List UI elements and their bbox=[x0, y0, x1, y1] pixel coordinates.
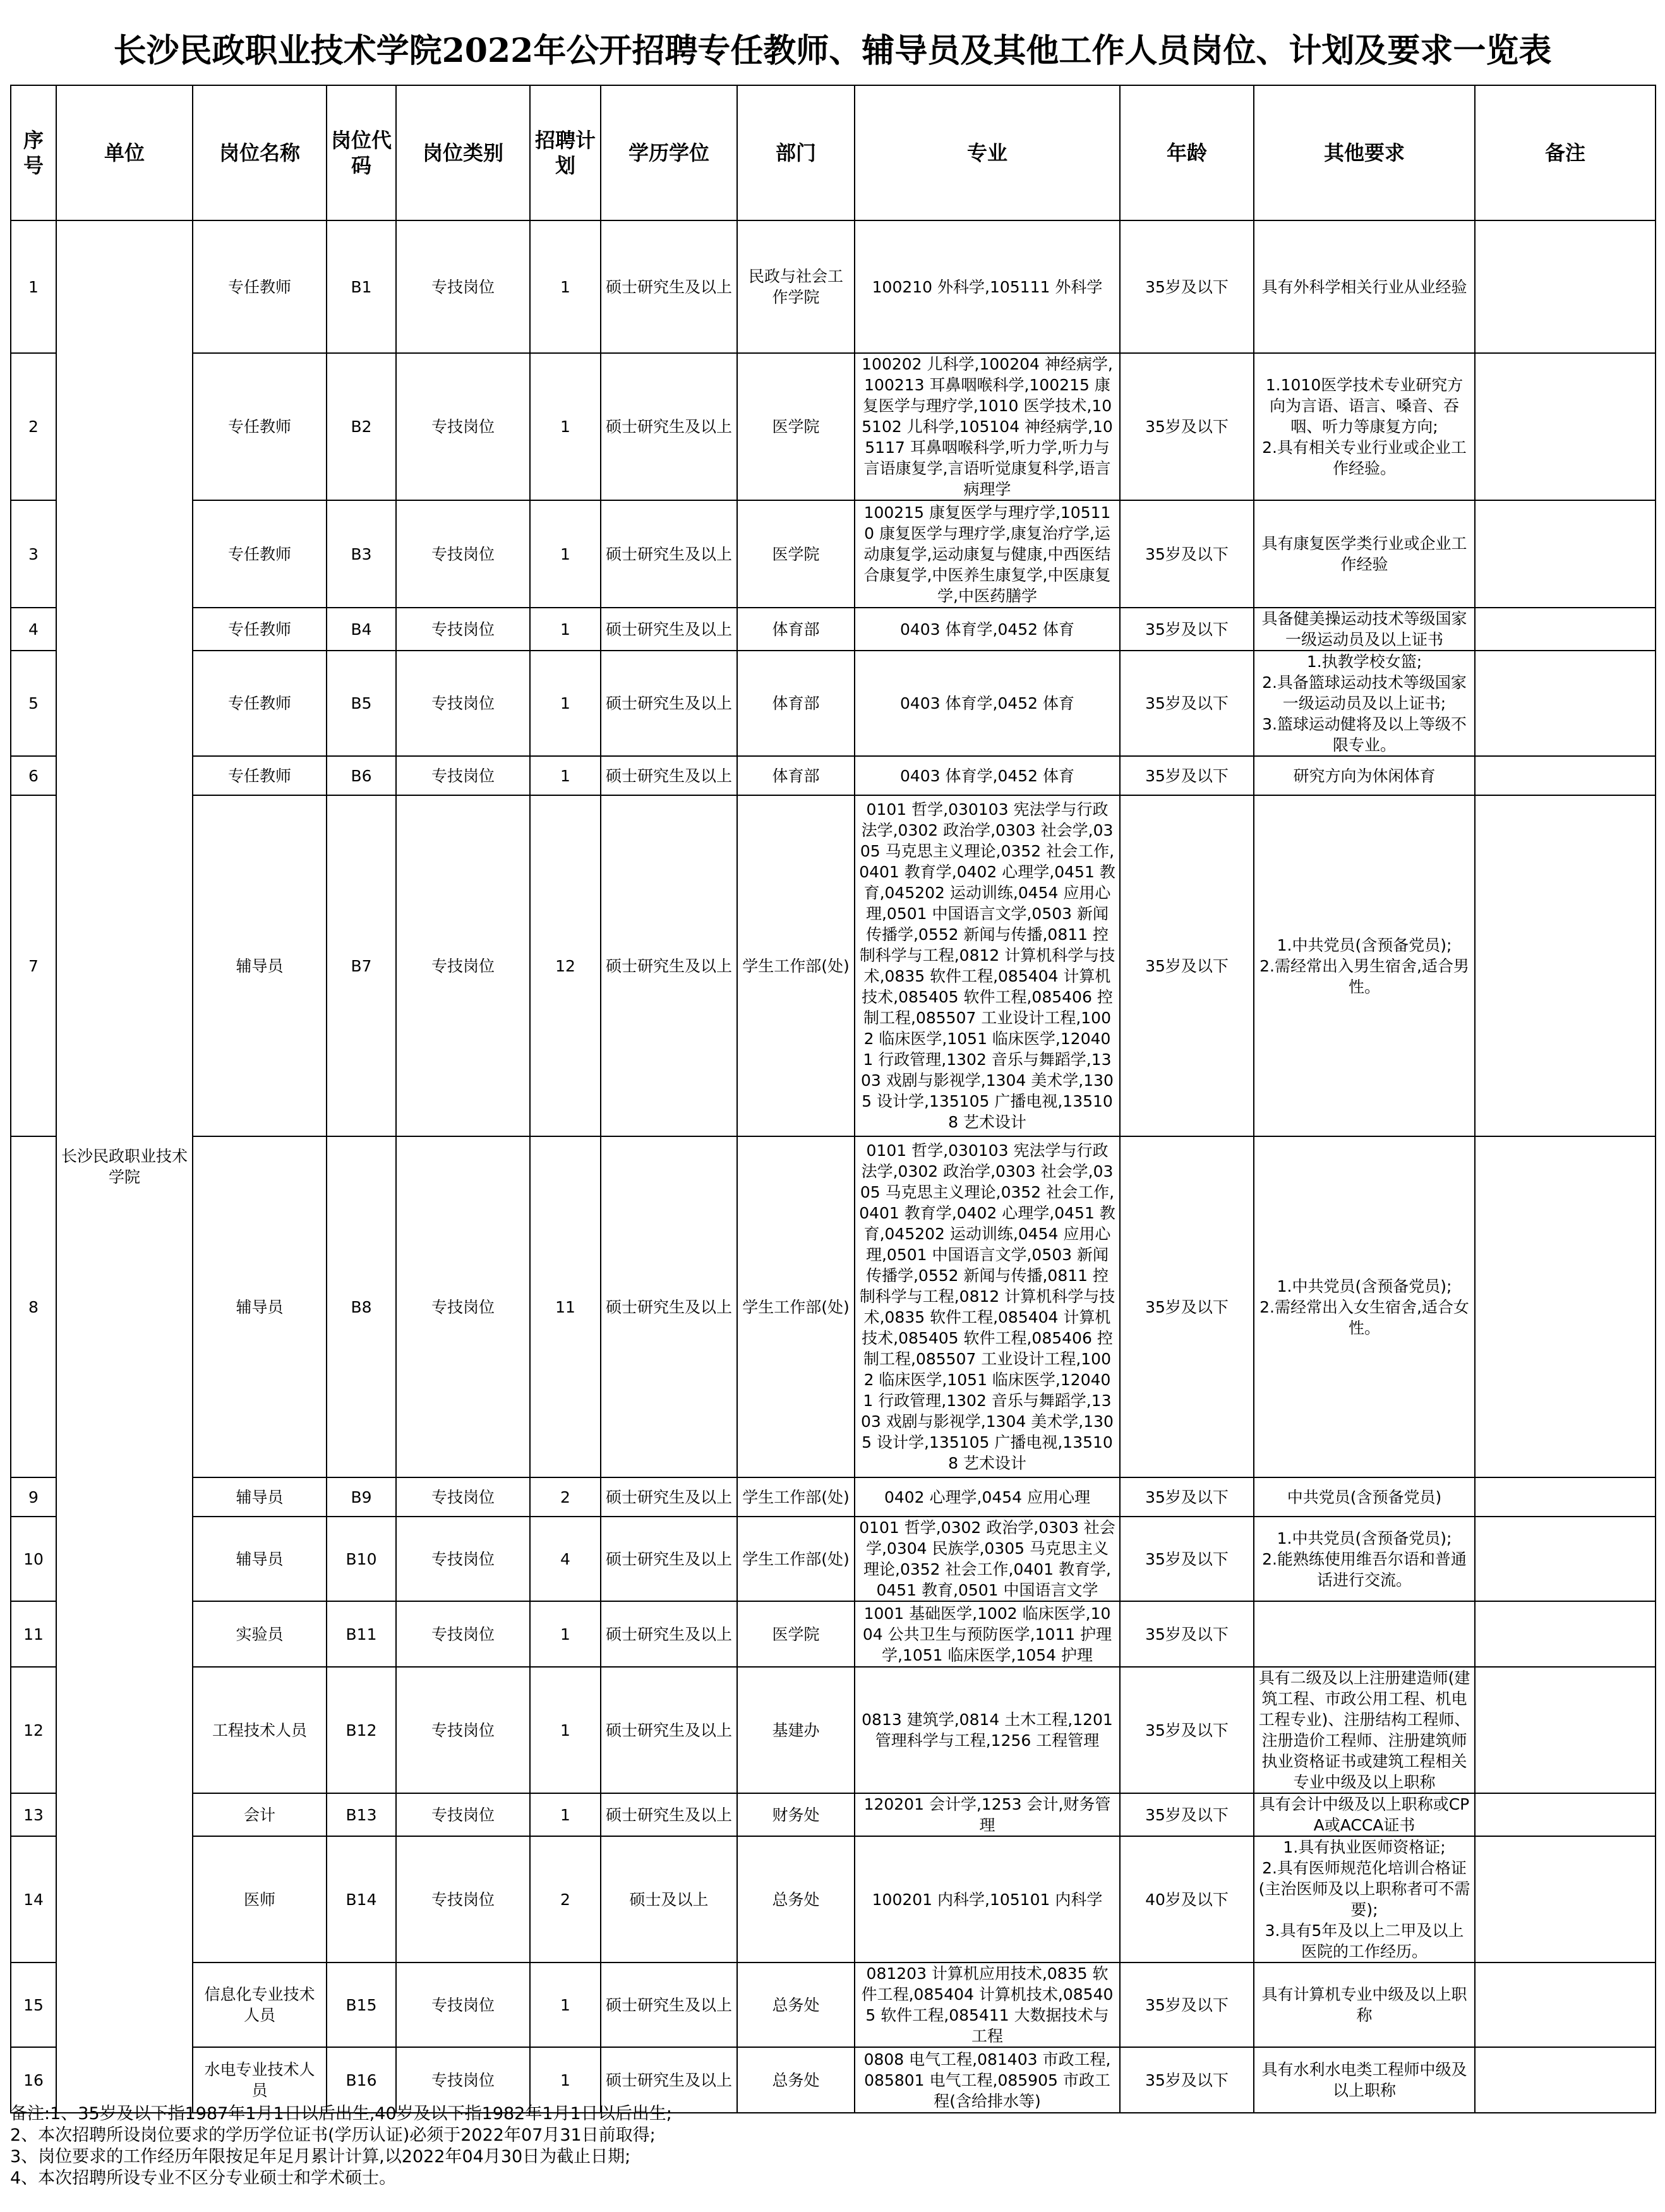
position-name-cell: 专任教师 bbox=[193, 756, 327, 795]
remark-cell bbox=[1475, 756, 1656, 795]
position-name-cell: 辅导员 bbox=[193, 1517, 327, 1601]
position-code-cell: B10 bbox=[327, 1517, 396, 1601]
position-code-cell: B14 bbox=[327, 1836, 396, 1963]
hiring-plan-cell: 1 bbox=[530, 1793, 601, 1836]
row-number-cell: 11 bbox=[11, 1601, 56, 1667]
col-major-header: 专业 bbox=[855, 85, 1120, 220]
table-row bbox=[11, 1963, 1656, 2047]
other-requirements-cell: 具有外科学相关行业从业经验 bbox=[1254, 220, 1475, 353]
other-requirements-cell: 研究方向为休闲体育 bbox=[1254, 756, 1475, 795]
position-code-cell: B4 bbox=[327, 608, 396, 651]
position-category-cell: 专技岗位 bbox=[396, 1477, 530, 1517]
table-row bbox=[11, 1601, 1656, 1667]
department-cell: 学生工作部(处) bbox=[737, 795, 855, 1136]
position-category-cell: 专技岗位 bbox=[396, 1793, 530, 1836]
position-name-cell: 实验员 bbox=[193, 1601, 327, 1667]
col-requirements-header: 其他要求 bbox=[1254, 85, 1475, 220]
hiring-plan-cell: 1 bbox=[530, 1601, 601, 1667]
other-requirements-cell: 具有康复医学类行业或企业工作经验 bbox=[1254, 500, 1475, 608]
position-name-cell: 专任教师 bbox=[193, 220, 327, 353]
major-cell: 0403 体育学,0452 体育 bbox=[855, 756, 1120, 795]
position-code-cell: B11 bbox=[327, 1601, 396, 1667]
position-category-cell: 专技岗位 bbox=[396, 220, 530, 353]
position-name-cell: 专任教师 bbox=[193, 651, 327, 756]
hiring-plan-cell: 1 bbox=[530, 608, 601, 651]
other-requirements-cell: 1.执教学校女篮; 2.具备篮球运动技术等级国家一级运动员及以上证书; 3.篮球运动健将及以上等级不限专业。 bbox=[1254, 651, 1475, 756]
degree-requirement-cell: 硕士研究生及以上 bbox=[601, 500, 737, 608]
row-number-cell: 4 bbox=[11, 608, 56, 651]
other-requirements-cell bbox=[1254, 1601, 1475, 1667]
major-cell: 0101 哲学,030103 宪法学与行政法学,0302 政治学,0303 社会学,0305 马克思主义理论,0352 社会工作,0401 教育学,0402 心理学,0451 教育,045202 运动训练,0454 应用心理,0501 中国语言文学,0503 新闻传播学,0552 新闻与传播,0811 控制科学与工程,0812 计算机科学与技术,0835 软件工程,085404 计算机技术,085405 软件工程,085406 控制工程,085507 工业设计工程,1002 临床医学,1051 临床医学,120401 行政管理,1302 音乐与舞蹈学,1303 戏剧与影视学,1304 美术学,1305 设计学,135105 广播电视,135108 艺术设计 bbox=[855, 1136, 1120, 1477]
position-code-cell: B15 bbox=[327, 1963, 396, 2047]
major-cell: 0813 建筑学,0814 土木工程,1201 管理科学与工程,1256 工程管理 bbox=[855, 1667, 1120, 1793]
major-cell: 0101 哲学,0302 政治学,0303 社会学,0304 民族学,0305 马克思主义理论,0352 社会工作,0401 教育学,0451 教育,0501 中国语言文学 bbox=[855, 1517, 1120, 1601]
degree-requirement-cell: 硕士研究生及以上 bbox=[601, 756, 737, 795]
row-number-cell: 13 bbox=[11, 1793, 56, 1836]
row-number-cell: 7 bbox=[11, 795, 56, 1136]
table-row bbox=[11, 1517, 1656, 1601]
hiring-plan-cell: 1 bbox=[530, 651, 601, 756]
hiring-plan-cell: 1 bbox=[530, 756, 601, 795]
major-cell: 0808 电气工程,081403 市政工程,085801 电气工程,085905 市政工程(含给排水等) bbox=[855, 2047, 1120, 2113]
degree-requirement-cell: 硕士研究生及以上 bbox=[601, 1517, 737, 1601]
position-category-cell: 专技岗位 bbox=[396, 353, 530, 500]
table-row bbox=[11, 795, 1656, 1136]
position-category-cell: 专技岗位 bbox=[396, 1963, 530, 2047]
position-name-cell: 专任教师 bbox=[193, 500, 327, 608]
position-code-cell: B2 bbox=[327, 353, 396, 500]
other-requirements-cell: 1.中共党员(含预备党员); 2.需经常出入女生宿舍,适合女性。 bbox=[1254, 1136, 1475, 1477]
hiring-plan-cell: 1 bbox=[530, 2047, 601, 2113]
hiring-plan-cell: 1 bbox=[530, 1963, 601, 2047]
age-requirement-cell: 35岁及以下 bbox=[1120, 756, 1254, 795]
age-requirement-cell: 35岁及以下 bbox=[1120, 1477, 1254, 1517]
major-cell: 100201 内科学,105101 内科学 bbox=[855, 1836, 1120, 1963]
position-category-cell: 专技岗位 bbox=[396, 795, 530, 1136]
remark-cell bbox=[1475, 1601, 1656, 1667]
row-number-cell: 8 bbox=[11, 1136, 56, 1477]
position-code-cell: B8 bbox=[327, 1136, 396, 1477]
hiring-plan-cell: 1 bbox=[530, 353, 601, 500]
table-row bbox=[11, 1477, 1656, 1517]
col-position-header: 岗位名称 bbox=[193, 85, 327, 220]
department-cell: 医学院 bbox=[737, 1601, 855, 1667]
hiring-plan-cell: 1 bbox=[530, 220, 601, 353]
footnote-2: 2、本次招聘所设岗位要求的学历学位证书(学历认证)必须于2022年07月31日前取得; bbox=[10, 2125, 656, 2145]
footnote-1: 备注:1、35岁及以下指1987年1月1日以后出生,40岁及以下指1982年1月1日以后出生; bbox=[10, 2104, 672, 2124]
remark-cell bbox=[1475, 1136, 1656, 1477]
position-code-cell: B1 bbox=[327, 220, 396, 353]
col-code-header: 岗位代码 bbox=[327, 85, 396, 220]
degree-requirement-cell: 硕士研究生及以上 bbox=[601, 1601, 737, 1667]
department-cell: 总务处 bbox=[737, 2047, 855, 2113]
degree-requirement-cell: 硕士研究生及以上 bbox=[601, 1136, 737, 1477]
position-name-cell: 辅导员 bbox=[193, 1136, 327, 1477]
table-row bbox=[11, 1667, 1656, 1793]
degree-requirement-cell: 硕士研究生及以上 bbox=[601, 2047, 737, 2113]
row-number-cell: 15 bbox=[11, 1963, 56, 2047]
department-cell: 基建办 bbox=[737, 1667, 855, 1793]
table-row bbox=[11, 1836, 1656, 1963]
major-cell: 0101 哲学,030103 宪法学与行政法学,0302 政治学,0303 社会学,0305 马克思主义理论,0352 社会工作,0401 教育学,0402 心理学,0451 教育,045202 运动训练,0454 应用心理,0501 中国语言文学,0503 新闻传播学,0552 新闻与传播,0811 控制科学与工程,0812 计算机科学与技术,0835 软件工程,085404 计算机技术,085405 软件工程,085406 控制工程,085507 工业设计工程,1002 临床医学,1051 临床医学,120401 行政管理,1302 音乐与舞蹈学,1303 戏剧与影视学,1304 美术学,1305 设计学,135105 广播电视,135108 艺术设计 bbox=[855, 795, 1120, 1136]
table-row bbox=[11, 651, 1656, 756]
position-code-cell: B5 bbox=[327, 651, 396, 756]
position-category-cell: 专技岗位 bbox=[396, 1136, 530, 1477]
row-number-cell: 6 bbox=[11, 756, 56, 795]
other-requirements-cell: 具有计算机专业中级及以上职称 bbox=[1254, 1963, 1475, 2047]
degree-requirement-cell: 硕士研究生及以上 bbox=[601, 1963, 737, 2047]
major-cell: 100202 儿科学,100204 神经病学,100213 耳鼻咽喉科学,100215 康复医学与理疗学,1010 医学技术,105102 儿科学,105104 神经病学,105117 耳鼻咽喉科学,听力学,听力与言语康复学,言语听觉康复科学,语言病理学 bbox=[855, 353, 1120, 500]
remark-cell bbox=[1475, 1836, 1656, 1963]
row-number-cell: 10 bbox=[11, 1517, 56, 1601]
position-code-cell: B7 bbox=[327, 795, 396, 1136]
recruitment-table bbox=[10, 85, 1656, 2113]
department-cell: 医学院 bbox=[737, 353, 855, 500]
remark-cell bbox=[1475, 1517, 1656, 1601]
remark-cell bbox=[1475, 795, 1656, 1136]
footnotes bbox=[10, 2103, 1655, 2189]
degree-requirement-cell: 硕士研究生及以上 bbox=[601, 1477, 737, 1517]
position-category-cell: 专技岗位 bbox=[396, 651, 530, 756]
department-cell: 学生工作部(处) bbox=[737, 1517, 855, 1601]
row-number-cell: 1 bbox=[11, 220, 56, 353]
table-row bbox=[11, 608, 1656, 651]
position-code-cell: B13 bbox=[327, 1793, 396, 1836]
position-category-cell: 专技岗位 bbox=[396, 1517, 530, 1601]
unit-cell: 长沙民政职业技术学院 bbox=[56, 220, 193, 2113]
age-requirement-cell: 35岁及以下 bbox=[1120, 220, 1254, 353]
col-no-header: 序号 bbox=[11, 85, 56, 220]
position-name-cell: 信息化专业技术人员 bbox=[193, 1963, 327, 2047]
age-requirement-cell: 35岁及以下 bbox=[1120, 500, 1254, 608]
major-cell: 100215 康复医学与理疗学,105110 康复医学与理疗学,康复治疗学,运动康复学,运动康复与健康,中西医结合康复学,中医养生康复学,中医康复学,中医药膳学 bbox=[855, 500, 1120, 608]
other-requirements-cell: 具有二级及以上注册建造师(建筑工程、市政公用工程、机电工程专业)、注册结构工程师、注册造价工程师、注册建筑师执业资格证书或建筑工程相关专业中级及以上职称 bbox=[1254, 1667, 1475, 1793]
position-category-cell: 专技岗位 bbox=[396, 756, 530, 795]
department-cell: 体育部 bbox=[737, 651, 855, 756]
remark-cell bbox=[1475, 651, 1656, 756]
position-category-cell: 专技岗位 bbox=[396, 500, 530, 608]
position-name-cell: 水电专业技术人员 bbox=[193, 2047, 327, 2113]
table-row bbox=[11, 500, 1656, 608]
page-title: 长沙民政职业技术学院2022年公开招聘专任教师、辅导员及其他工作人员岗位、计划及要求一览表 bbox=[113, 32, 1552, 70]
hiring-plan-cell: 2 bbox=[530, 1836, 601, 1963]
header-row bbox=[11, 85, 1656, 220]
position-name-cell: 医师 bbox=[193, 1836, 327, 1963]
other-requirements-cell: 具有会计中级及以上职称或CPA或ACCA证书 bbox=[1254, 1793, 1475, 1836]
position-name-cell: 辅导员 bbox=[193, 1477, 327, 1517]
position-code-cell: B12 bbox=[327, 1667, 396, 1793]
remark-cell bbox=[1475, 608, 1656, 651]
other-requirements-cell: 中共党员(含预备党员) bbox=[1254, 1477, 1475, 1517]
remark-cell bbox=[1475, 1667, 1656, 1793]
degree-requirement-cell: 硕士研究生及以上 bbox=[601, 1793, 737, 1836]
hiring-plan-cell: 11 bbox=[530, 1136, 601, 1477]
position-category-cell: 专技岗位 bbox=[396, 2047, 530, 2113]
table-row bbox=[11, 756, 1656, 795]
footnote-3: 3、岗位要求的工作经历年限按足年足月累计计算,以2022年04月30日为截止日期; bbox=[10, 2147, 631, 2167]
department-cell: 学生工作部(处) bbox=[737, 1136, 855, 1477]
department-cell: 财务处 bbox=[737, 1793, 855, 1836]
position-code-cell: B16 bbox=[327, 2047, 396, 2113]
degree-requirement-cell: 硕士研究生及以上 bbox=[601, 608, 737, 651]
degree-requirement-cell: 硕士研究生及以上 bbox=[601, 1667, 737, 1793]
row-number-cell: 3 bbox=[11, 500, 56, 608]
other-requirements-cell: 具备健美操运动技术等级国家一级运动员及以上证书 bbox=[1254, 608, 1475, 651]
col-department-header: 部门 bbox=[737, 85, 855, 220]
department-cell: 总务处 bbox=[737, 1836, 855, 1963]
remark-cell bbox=[1475, 353, 1656, 500]
position-category-cell: 专技岗位 bbox=[396, 1667, 530, 1793]
col-unit-header: 单位 bbox=[56, 85, 193, 220]
degree-requirement-cell: 硕士研究生及以上 bbox=[601, 651, 737, 756]
position-code-cell: B6 bbox=[327, 756, 396, 795]
other-requirements-cell: 1.具有执业医师资格证; 2.具有医师规范化培训合格证(主治医师及以上职称者可不需要); 3.具有5年及以上二甲及以上医院的工作经历。 bbox=[1254, 1836, 1475, 1963]
table-row bbox=[11, 220, 1656, 353]
age-requirement-cell: 35岁及以下 bbox=[1120, 1793, 1254, 1836]
hiring-plan-cell: 1 bbox=[530, 500, 601, 608]
row-number-cell: 5 bbox=[11, 651, 56, 756]
remark-cell bbox=[1475, 1963, 1656, 2047]
table-row bbox=[11, 1136, 1656, 1477]
position-category-cell: 专技岗位 bbox=[396, 608, 530, 651]
department-cell: 体育部 bbox=[737, 756, 855, 795]
hiring-plan-cell: 1 bbox=[530, 1667, 601, 1793]
degree-requirement-cell: 硕士研究生及以上 bbox=[601, 353, 737, 500]
department-cell: 学生工作部(处) bbox=[737, 1477, 855, 1517]
position-name-cell: 辅导员 bbox=[193, 795, 327, 1136]
age-requirement-cell: 40岁及以下 bbox=[1120, 1836, 1254, 1963]
degree-requirement-cell: 硕士及以上 bbox=[601, 1836, 737, 1963]
major-cell: 0402 心理学,0454 应用心理 bbox=[855, 1477, 1120, 1517]
age-requirement-cell: 35岁及以下 bbox=[1120, 608, 1254, 651]
age-requirement-cell: 35岁及以下 bbox=[1120, 795, 1254, 1136]
position-name-cell: 专任教师 bbox=[193, 353, 327, 500]
major-cell: 081203 计算机应用技术,0835 软件工程,085404 计算机技术,085405 软件工程,085411 大数据技术与工程 bbox=[855, 1963, 1120, 2047]
age-requirement-cell: 35岁及以下 bbox=[1120, 1136, 1254, 1477]
age-requirement-cell: 35岁及以下 bbox=[1120, 1963, 1254, 2047]
footnote-4: 4、本次招聘所设专业不区分专业硕士和学术硕士。 bbox=[10, 2168, 397, 2188]
row-number-cell: 14 bbox=[11, 1836, 56, 1963]
age-requirement-cell: 35岁及以下 bbox=[1120, 353, 1254, 500]
hiring-plan-cell: 4 bbox=[530, 1517, 601, 1601]
major-cell: 0403 体育学,0452 体育 bbox=[855, 608, 1120, 651]
age-requirement-cell: 35岁及以下 bbox=[1120, 1517, 1254, 1601]
age-requirement-cell: 35岁及以下 bbox=[1120, 651, 1254, 756]
department-cell: 总务处 bbox=[737, 1963, 855, 2047]
col-degree-header: 学历学位 bbox=[601, 85, 737, 220]
department-cell: 体育部 bbox=[737, 608, 855, 651]
position-code-cell: B9 bbox=[327, 1477, 396, 1517]
other-requirements-cell: 1.1010医学技术专业研究方向为言语、语言、嗓音、吞咽、听力等康复方向; 2.具有相关专业行业或企业工作经验。 bbox=[1254, 353, 1475, 500]
position-name-cell: 会计 bbox=[193, 1793, 327, 1836]
hiring-plan-cell: 12 bbox=[530, 795, 601, 1136]
major-cell: 100210 外科学,105111 外科学 bbox=[855, 220, 1120, 353]
degree-requirement-cell: 硕士研究生及以上 bbox=[601, 795, 737, 1136]
age-requirement-cell: 35岁及以下 bbox=[1120, 1601, 1254, 1667]
col-remark-header: 备注 bbox=[1475, 85, 1656, 220]
department-cell: 医学院 bbox=[737, 500, 855, 608]
remark-cell bbox=[1475, 500, 1656, 608]
row-number-cell: 2 bbox=[11, 353, 56, 500]
col-plan-header: 招聘计划 bbox=[530, 85, 601, 220]
position-category-cell: 专技岗位 bbox=[396, 1601, 530, 1667]
col-age-header: 年龄 bbox=[1120, 85, 1254, 220]
major-cell: 1001 基础医学,1002 临床医学,1004 公共卫生与预防医学,1011 护理学,1051 临床医学,1054 护理 bbox=[855, 1601, 1120, 1667]
position-category-cell: 专技岗位 bbox=[396, 1836, 530, 1963]
col-category-header: 岗位类别 bbox=[396, 85, 530, 220]
position-name-cell: 工程技术人员 bbox=[193, 1667, 327, 1793]
table-row bbox=[11, 1793, 1656, 1836]
department-cell: 民政与社会工作学院 bbox=[737, 220, 855, 353]
major-cell: 120201 会计学,1253 会计,财务管理 bbox=[855, 1793, 1120, 1836]
remark-cell bbox=[1475, 220, 1656, 353]
row-number-cell: 12 bbox=[11, 1667, 56, 1793]
other-requirements-cell: 1.中共党员(含预备党员); 2.需经常出入男生宿舍,适合男性。 bbox=[1254, 795, 1475, 1136]
age-requirement-cell: 35岁及以下 bbox=[1120, 2047, 1254, 2113]
remark-cell bbox=[1475, 1477, 1656, 1517]
major-cell: 0403 体育学,0452 体育 bbox=[855, 651, 1120, 756]
row-number-cell: 16 bbox=[11, 2047, 56, 2113]
hiring-plan-cell: 2 bbox=[530, 1477, 601, 1517]
position-name-cell: 专任教师 bbox=[193, 608, 327, 651]
degree-requirement-cell: 硕士研究生及以上 bbox=[601, 220, 737, 353]
other-requirements-cell: 具有水利水电类工程师中级及以上职称 bbox=[1254, 2047, 1475, 2113]
other-requirements-cell: 1.中共党员(含预备党员); 2.能熟练使用维吾尔语和普通话进行交流。 bbox=[1254, 1517, 1475, 1601]
row-number-cell: 9 bbox=[11, 1477, 56, 1517]
remark-cell bbox=[1475, 1793, 1656, 1836]
position-code-cell: B3 bbox=[327, 500, 396, 608]
age-requirement-cell: 35岁及以下 bbox=[1120, 1667, 1254, 1793]
table-row bbox=[11, 353, 1656, 500]
